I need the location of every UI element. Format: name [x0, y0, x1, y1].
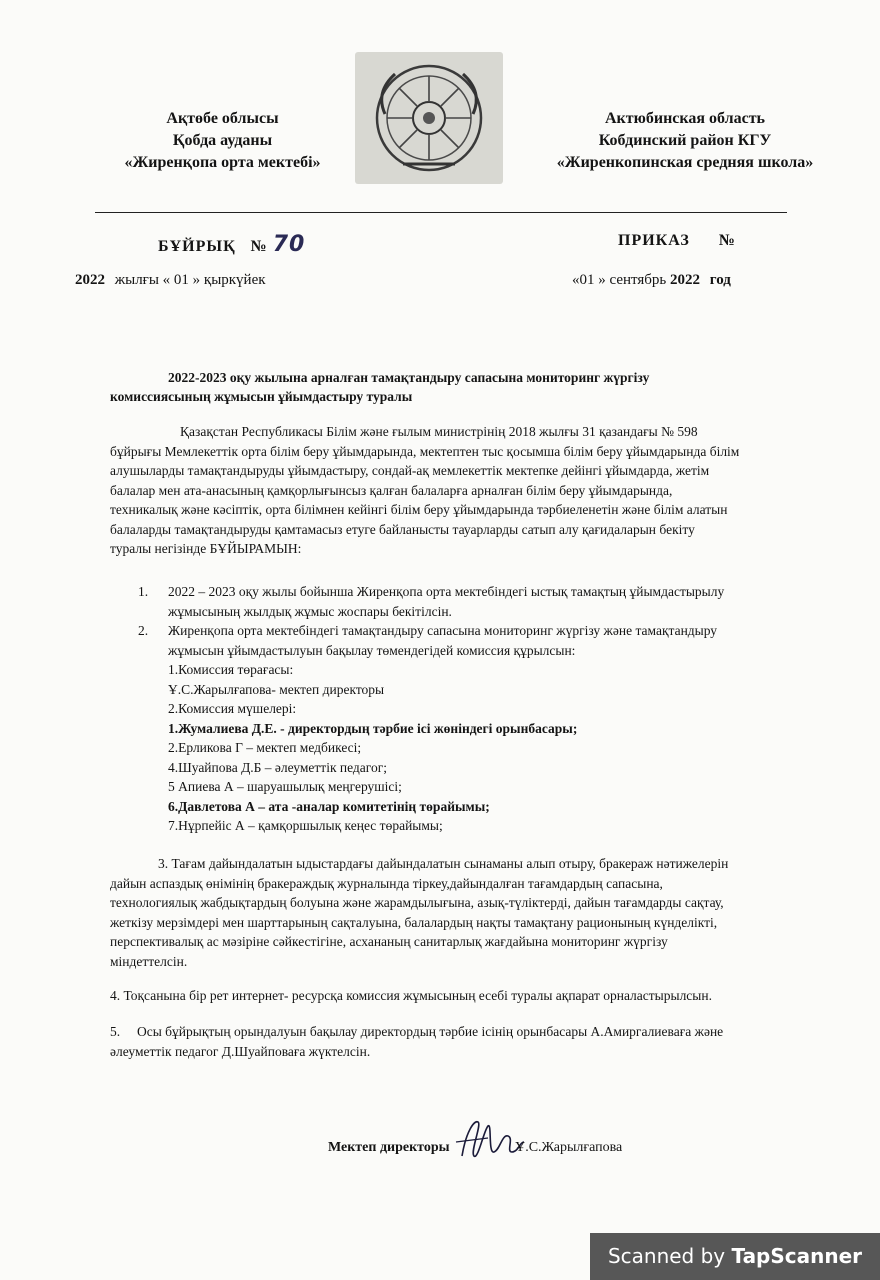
paragraph-4-line: 4. Тоқсанына бір рет интернет- ресурсқа комиссия жұмысының есебі туралы ақпарат орналастырылсын.: [110, 988, 712, 1003]
header-right-line-1: Актюбинская область: [604, 110, 766, 127]
paragraph-5-line: әлеуметтік педагог Д.Шуайповаға жүктелсін.: [110, 1043, 371, 1059]
paragraph-3-line: 3. Тағам дайындалатын ыдыстардағы дайындалатын сынаманы алып отыру, бракераж нәтижелерін: [158, 856, 729, 871]
item-2-line: Жиренқопа орта мектебіндегі тамақтандыру сапасына мониторинг жүргізу және тамақтандыру: [168, 623, 718, 638]
order-ru-label: ПРИКАЗ: [618, 232, 690, 249]
paragraph-5: [110, 1022, 830, 1061]
item-2-number: 2.: [138, 623, 149, 638]
intro-line: туралы негізінде БҰЙЫРАМЫН:: [110, 541, 302, 556]
paragraph-4: [110, 986, 810, 1006]
order-title-kz: [158, 232, 305, 257]
commission-member: 7.Нұрпейіс А – қамқоршылық кеңес төрайымы;: [168, 818, 443, 833]
order-number-handwritten: 70: [272, 232, 306, 257]
item-2: [110, 621, 830, 836]
commission-member: 2.Ерликова Г – мектеп медбикесі;: [168, 740, 362, 755]
item-1-line: 2022 – 2023 оқу жылы бойынша Жиренқопа орта мектебіндегі ыстық тамақтың ұйымдастырылу: [168, 584, 725, 599]
date-ru-year: 2022: [670, 272, 701, 288]
header-right-line-2: Кобдинский район КГУ: [598, 132, 772, 149]
order-date-kz: [75, 272, 266, 289]
order-kz-no-sign: №: [250, 238, 268, 255]
paragraph-3-line: дайын аспаздық өнімінің бракераждық журналында тіркеу,дайындалған тағамдардың сапасына,: [110, 875, 663, 891]
paragraph-3: [110, 854, 790, 971]
commission-members-heading: 2.Комиссия мүшелері:: [168, 701, 297, 716]
intro-paragraph: [110, 422, 780, 559]
paragraph-3-line: жеткізу мерзімдері мен шарттарының сақталуына, балалардың нақты тамақтану рационының күнделікті,: [110, 914, 718, 930]
date-ru-start: «01 » сентябрь: [572, 272, 667, 288]
intro-line: балаларды тамақтандыруды қамтамасыз етуге байланысты тауарларды сатып алу қағидаларын бекіту: [110, 521, 695, 537]
signature-name: Ұ.С.Жарылғапова: [515, 1140, 623, 1155]
commission-member: 6.Давлетова А – ата -аналар комитетінің төрайымы;: [168, 798, 490, 814]
order-ru-no-sign: №: [718, 232, 736, 249]
intro-line: бұйрығы Мемлекеттік орта білім беру ұйымдарында, мектептен тыс қосымша білім беру ұйымдарында білім: [110, 443, 740, 459]
date-kz-year: 2022: [75, 272, 105, 288]
header-left-line-3: «Жиренқопа орта мектебі»: [124, 154, 321, 171]
intro-line: балалар мен ата-анасының қамқорлығынсыз қалған балаларға арналған білім беру ұйымдарында,: [110, 482, 673, 498]
item-1-number: 1.: [138, 584, 149, 599]
state-emblem: [355, 52, 503, 184]
intro-line: алушыларды тамақтандыруды ұйымдастыру, сондай-ақ мемлекеттік мектепке дейінгі ұйымдарда, жетім: [110, 463, 710, 478]
commission-chair-heading: 1.Комиссия төрағасы:: [168, 662, 294, 677]
order-date-ru: [572, 272, 731, 289]
intro-line: Қазақстан Республикасы Білім және ғылым министрінің 2018 жылғы 31 қазандағы № 598: [180, 424, 698, 439]
watermark-brand: TapScanner: [731, 1244, 863, 1268]
item-2-line: жұмысын ұйымдастылуын бақылау төмендегідей комиссия құрылсын:: [168, 642, 576, 658]
item-1-line: жұмысының жылдық жұмыс жоспары бекітілсін.: [168, 603, 452, 619]
header-divider: [95, 212, 787, 213]
paragraph-5-line: 5. Осы бұйрықтың орындалуын бақылау директордың тәрбие ісінің орынбасары А.Амиргалиеваға және: [110, 1024, 724, 1039]
header-left-line-1: Ақтөбе облысы: [166, 110, 279, 127]
order-kz-label: БҰЙРЫҚ: [158, 238, 236, 255]
scanner-watermark: [590, 1233, 880, 1280]
paragraph-3-line: міндеттелсін.: [110, 953, 188, 969]
watermark-prefix: Scanned by: [607, 1244, 726, 1268]
commission-chair: Ұ.С.Жарылғапова- мектеп директоры: [168, 681, 385, 697]
subject-line-2: комиссиясының жұмысын ұйымдастыру туралы: [110, 389, 413, 404]
commission-member: 5 Апиева А – шаруашылық меңгерушісі;: [168, 779, 402, 794]
commission-member: 4.Шуайпова Д.Б – әлеуметтік педагог;: [168, 759, 388, 775]
item-1: [110, 582, 830, 621]
order-subject: [110, 368, 770, 406]
order-title-ru: [618, 232, 736, 250]
emblem-icon: [355, 52, 503, 184]
numbered-items: [110, 582, 830, 836]
subject-line-1: 2022-2023 оқу жылына арналған тамақтандыру сапасына мониторинг жүргізу: [168, 370, 650, 385]
paragraph-3-line: технологиялық жабдықтардың болуына және жарамдылығына, азық-түліктерді, дайын тағамдарды сақтау,: [110, 895, 724, 910]
date-kz-rest: жылғы « 01 » қыркүйек: [114, 272, 266, 288]
signature-label: Мектеп директоры: [328, 1140, 450, 1155]
header-left-kz: [90, 108, 355, 174]
header-right-line-3: «Жиренкопинская средняя школа»: [556, 154, 814, 171]
paragraph-3-line: перспективалық ас мәзіріне сәйкестігіне, асхананың санитарлық жағдайына мониторинг жүргізу: [110, 934, 668, 949]
date-ru-end: год: [709, 272, 731, 288]
header-right-ru: [525, 108, 845, 174]
intro-line: техникалық және кәсіптік, орта білімнен кейінгі білім беру ұйымдарында тәрбиеленетін және білім алатын: [110, 502, 728, 517]
commission-member: 1.Жумалиева Д.Е. - директордың тәрбие ісі жөніндегі орынбасары;: [168, 720, 578, 736]
header-left-line-2: Қобда ауданы: [172, 132, 273, 149]
signature-block: [328, 1140, 622, 1156]
